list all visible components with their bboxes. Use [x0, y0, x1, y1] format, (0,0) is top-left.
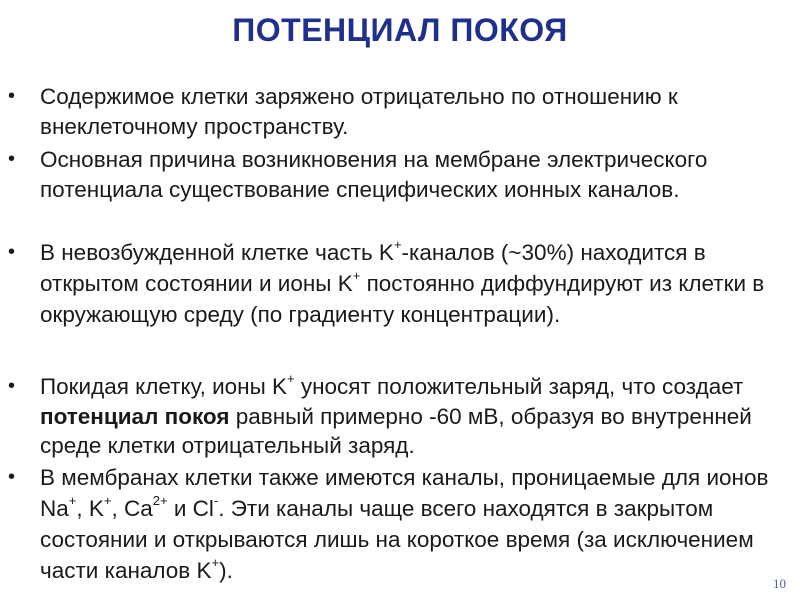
bullet-text-part: постоянно диффундируют из клетки в окружающую среду (по градиенту концентрации). [40, 271, 765, 327]
superscript: + [287, 370, 295, 386]
bullet-text-part: ). [219, 558, 233, 583]
bullet-text-part: , K [76, 496, 104, 521]
superscript: + [103, 492, 112, 508]
superscript: 2+ [152, 492, 168, 508]
bullet-text-part: , Ca [111, 496, 153, 521]
bold-term: потенциал покоя [40, 403, 230, 429]
bullet-marker: • [8, 466, 16, 488]
superscript: + [211, 554, 220, 570]
bullet-text-part: В невозбужденной клетке часть K [40, 240, 394, 265]
superscript: + [68, 492, 77, 508]
bullet-item-5 [8, 462, 785, 586]
bullet-marker: • [8, 241, 16, 263]
bullet-text-part: Покидая клетку, ионы K [40, 374, 288, 399]
bullet-text: Основная причина возникновения на мембране электрического потенциала существование специфических ионных каналов. [40, 147, 708, 202]
bullet-text-part: -каналов (~30%) находится в открытом состоянии и ионы K [40, 240, 706, 296]
bullet-text-part: уносят положительный заряд, что создает [294, 374, 744, 399]
bullet-text-part: . Эти каналы чаще всего находятся в закрытом состоянии и открываются лишь на короткое время (за исключением части каналов K [40, 496, 754, 583]
superscript: - [213, 492, 219, 508]
bullet-marker: • [8, 375, 16, 397]
bullet-text-part: равный примерно -60 мВ, образуя во внутренней среде клетки отрицательный заряд. [40, 403, 752, 458]
slide-title: ПОТЕНЦИАЛ ПОКОЯ [232, 12, 568, 48]
superscript: + [352, 267, 361, 283]
bullet-item-3 [8, 236, 785, 330]
bullet-text-part: и Cl [167, 496, 214, 521]
bullet-marker: • [8, 85, 16, 107]
page-number: 10 [773, 576, 786, 591]
bullet-marker: • [8, 148, 16, 170]
superscript: + [393, 236, 402, 252]
bullet-text-part: В мембранах клетки также имеются каналы, проницаемые для ионов Na [40, 465, 769, 521]
bullet-item-2 [8, 145, 785, 204]
bullet-item-1 [8, 82, 785, 141]
bullet-item-4 [8, 370, 785, 461]
bullet-text: Содержимое клетки заряжено отрицательно по отношению к внеклеточному пространству. [40, 84, 678, 139]
